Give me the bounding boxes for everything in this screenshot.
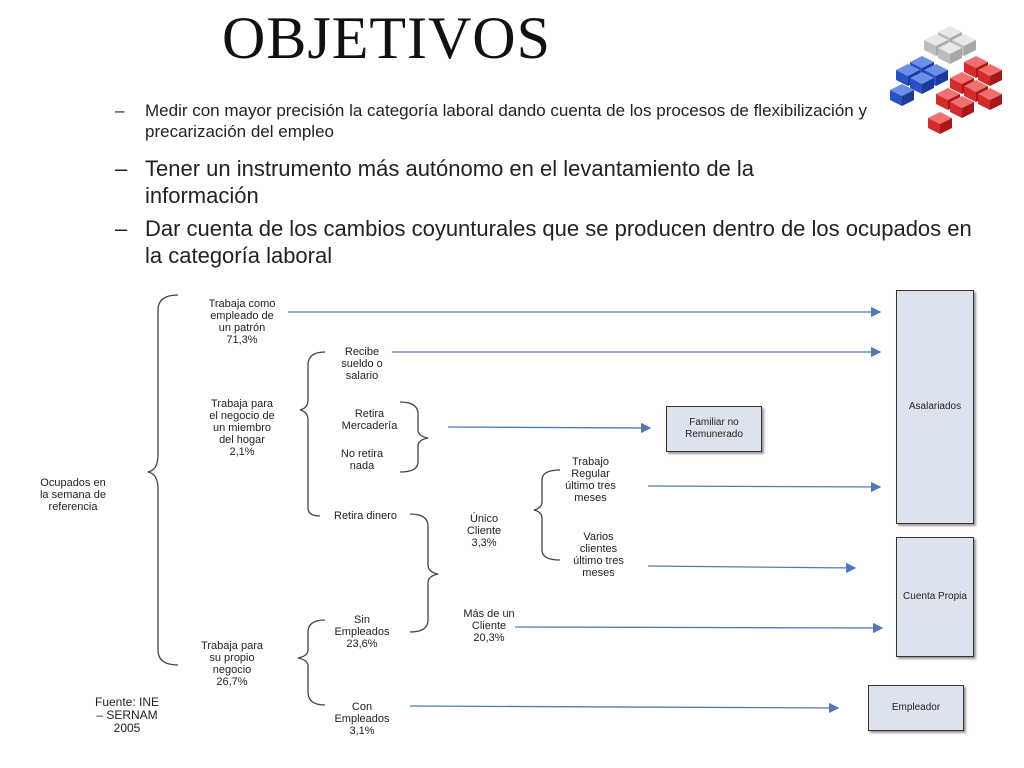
node-hogar: Trabaja para el negocio de un miembro del hogar 2,1% xyxy=(209,398,275,458)
node-propio: Trabaja para su propio negocio 26,7% xyxy=(201,640,263,688)
node-masuno: Más de un Cliente 20,3% xyxy=(463,608,515,644)
arrow-mercaderia xyxy=(448,427,650,428)
brace-propio xyxy=(298,620,325,705)
node-sin: Sin Empleados 23,6% xyxy=(334,614,390,650)
node-dinero: Retira dinero xyxy=(334,510,397,522)
arrow-regular xyxy=(648,486,880,487)
bullet-dash: – xyxy=(115,156,128,181)
box-asalariados xyxy=(896,290,974,524)
labor-category-diagram xyxy=(0,280,1024,768)
box-familiar-label: Familiar no Remunerado xyxy=(685,417,743,440)
box-asalariados-label: Asalariados xyxy=(908,401,962,412)
node-regular: Trabajo Regular último tres meses xyxy=(565,456,616,504)
brace-dinero xyxy=(410,514,438,632)
box-cuenta-propia-label: Cuenta Propia xyxy=(903,591,967,602)
node-con: Con Empleados 3,1% xyxy=(334,701,390,737)
arrow-masuno xyxy=(515,627,882,628)
box-cuenta-propia xyxy=(896,537,974,657)
box-empleador-label: Empleador xyxy=(891,702,941,713)
arrow-varios xyxy=(648,566,855,568)
logo-cubes-gray xyxy=(924,26,976,64)
node-unico: Único Cliente 3,3% xyxy=(466,513,502,549)
box-empleador xyxy=(868,685,964,731)
node-empleado: Trabaja como empleado de un patrón 71,3% xyxy=(208,298,276,346)
arrow-con xyxy=(410,706,838,708)
node-noretira: No retira nada xyxy=(340,448,384,472)
node-ocupados: Ocupados en la semana de referencia xyxy=(39,477,107,513)
bullet-text: Tener un instrumento más autónomo en el levantamiento de la información xyxy=(145,156,755,208)
source-note: Fuente: INE – SERNAM 2005 xyxy=(94,695,160,735)
brace-root xyxy=(148,295,178,665)
bullet-text: Dar cuenta de los cambios coyunturales que se producen dentro de los ocupados en la categoría laboral xyxy=(145,216,972,268)
bullet-text: Medir con mayor precisión la categoría laboral dando cuenta de los procesos de flexibilización y precarización del empleo xyxy=(145,101,867,141)
node-mercaderia: Retira Mercadería xyxy=(341,408,398,432)
bullet-1 xyxy=(115,100,875,144)
bullet-dash: – xyxy=(115,216,128,241)
node-varios: Varios clientes último tres meses xyxy=(573,531,624,579)
bullet-dash: – xyxy=(115,101,125,120)
institution-logo xyxy=(880,20,1020,145)
box-familiar xyxy=(666,406,762,452)
node-recibe: Recibe sueldo o salario xyxy=(341,346,383,382)
slide-title: OBJETIVOS xyxy=(222,5,552,71)
